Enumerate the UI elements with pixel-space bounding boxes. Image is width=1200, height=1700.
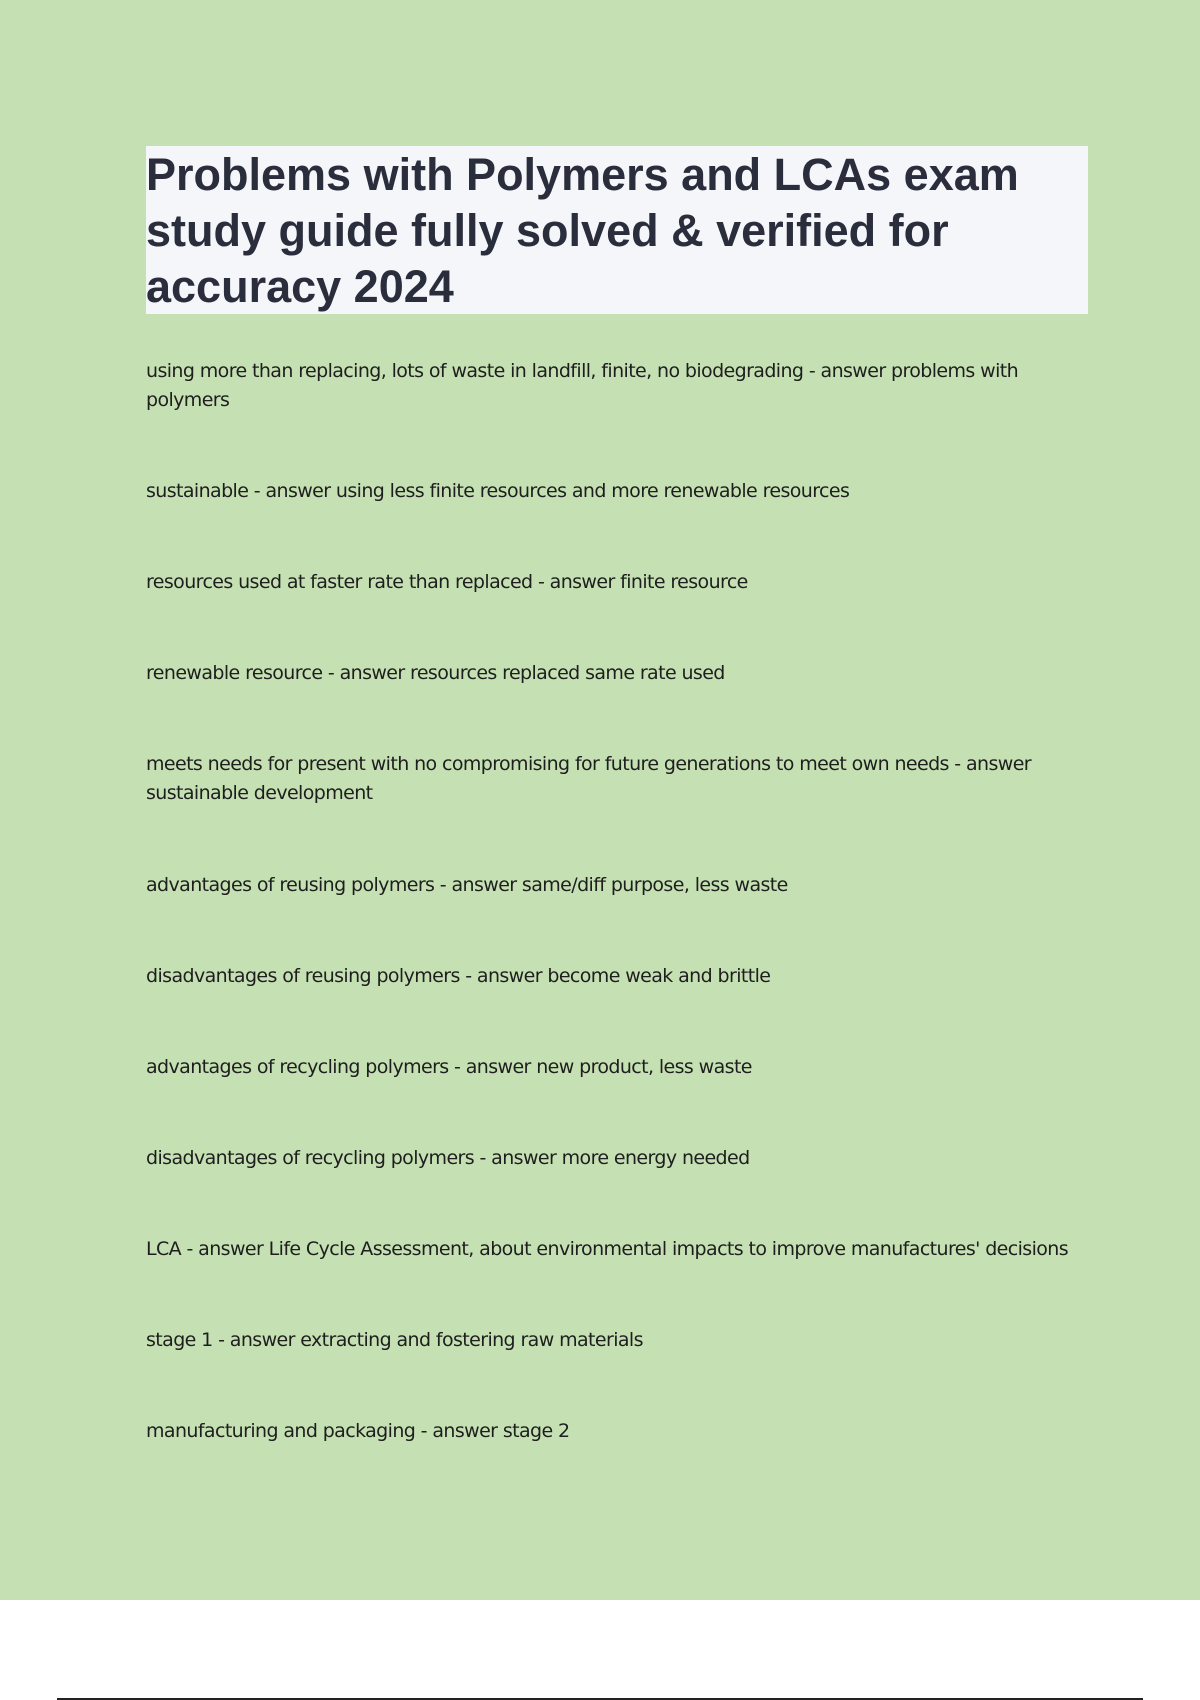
qa-item: disadvantages of reusing polymers - answer become weak and brittle [146, 965, 771, 987]
qa-item: meets needs for present with no compromising for future generations to meet own needs - answer sustainable development [146, 753, 1032, 804]
qa-item: advantages of reusing polymers - answer same/diff purpose, less waste [146, 874, 788, 896]
qa-item: using more than replacing, lots of waste in landfill, finite, no biodegrading - answer problems with polymers [146, 360, 1019, 411]
qa-item: disadvantages of recycling polymers - answer more energy needed [146, 1147, 750, 1169]
qa-item: manufacturing and packaging - answer stage 2 [146, 1420, 570, 1442]
document-title: Problems with Polymers and LCAs exam study guide fully solved & verified for accuracy 2024 [146, 149, 1019, 312]
qa-item: sustainable - answer using less finite resources and more renewable resources [146, 480, 850, 502]
qa-item: renewable resource - answer resources replaced same rate used [146, 662, 725, 684]
qa-item: advantages of recycling polymers - answer new product, less waste [146, 1056, 752, 1078]
qa-item: resources used at faster rate than replaced - answer finite resource [146, 571, 748, 593]
qa-item: stage 1 - answer extracting and fostering raw materials [146, 1329, 643, 1351]
qa-item: LCA - answer Life Cycle Assessment, about environmental impacts to improve manufactures' decisions [146, 1238, 1069, 1260]
